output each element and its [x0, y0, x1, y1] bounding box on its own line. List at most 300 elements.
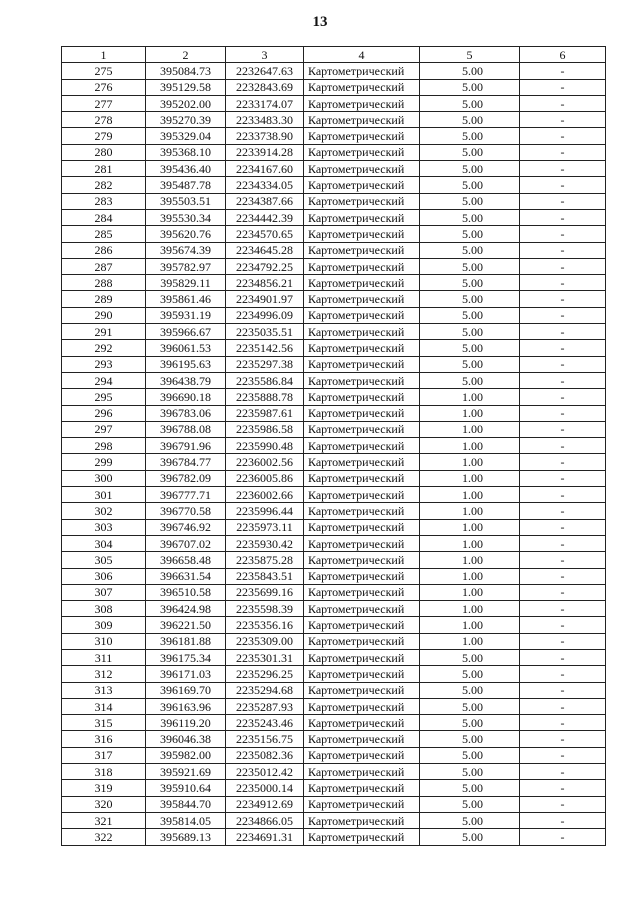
note-cell: -: [520, 535, 606, 551]
point-number-cell: 307: [62, 584, 146, 600]
note-cell: -: [520, 633, 606, 649]
y-coordinate-cell: 2235888.78: [226, 389, 304, 405]
accuracy-cell: 5.00: [420, 307, 520, 323]
coordinates-table: [61, 46, 606, 846]
point-number-cell: 292: [62, 340, 146, 356]
table-row: [62, 193, 606, 209]
table-row: [62, 324, 606, 340]
y-coordinate-cell: 2234387.66: [226, 193, 304, 209]
method-cell: Картометрический: [304, 177, 420, 193]
method-cell: Картометрический: [304, 519, 420, 535]
note-cell: -: [520, 682, 606, 698]
y-coordinate-cell: 2235598.39: [226, 601, 304, 617]
x-coordinate-cell: 395782.97: [146, 258, 226, 274]
table-row: [62, 242, 606, 258]
accuracy-cell: 1.00: [420, 633, 520, 649]
note-cell: -: [520, 796, 606, 812]
y-coordinate-cell: 2236002.66: [226, 487, 304, 503]
x-coordinate-cell: 396061.53: [146, 340, 226, 356]
method-cell: Картометрический: [304, 731, 420, 747]
y-coordinate-cell: 2235843.51: [226, 568, 304, 584]
note-cell: -: [520, 242, 606, 258]
x-coordinate-cell: 395829.11: [146, 275, 226, 291]
table-row: [62, 209, 606, 225]
point-number-cell: 290: [62, 307, 146, 323]
x-coordinate-cell: 395674.39: [146, 242, 226, 258]
table-row: [62, 112, 606, 128]
table-row: [62, 258, 606, 274]
note-cell: -: [520, 601, 606, 617]
note-cell: -: [520, 79, 606, 95]
x-coordinate-cell: 395202.00: [146, 95, 226, 111]
method-cell: Картометрический: [304, 487, 420, 503]
accuracy-cell: 5.00: [420, 829, 520, 845]
point-number-cell: 304: [62, 535, 146, 551]
note-cell: -: [520, 356, 606, 372]
note-cell: -: [520, 389, 606, 405]
method-cell: Картометрический: [304, 601, 420, 617]
method-cell: Картометрический: [304, 812, 420, 828]
note-cell: -: [520, 128, 606, 144]
point-number-cell: 317: [62, 747, 146, 763]
method-cell: Картометрический: [304, 144, 420, 160]
table-row: [62, 519, 606, 535]
note-cell: -: [520, 731, 606, 747]
point-number-cell: 308: [62, 601, 146, 617]
y-coordinate-cell: 2235356.16: [226, 617, 304, 633]
point-number-cell: 275: [62, 63, 146, 79]
method-cell: Картометрический: [304, 258, 420, 274]
note-cell: -: [520, 698, 606, 714]
y-coordinate-cell: 2234691.31: [226, 829, 304, 845]
table-row: [62, 812, 606, 828]
method-cell: Картометрический: [304, 389, 420, 405]
x-coordinate-cell: 395270.39: [146, 112, 226, 128]
accuracy-cell: 1.00: [420, 405, 520, 421]
y-coordinate-cell: 2235296.25: [226, 666, 304, 682]
method-cell: Картометрический: [304, 291, 420, 307]
note-cell: -: [520, 209, 606, 225]
method-cell: Картометрический: [304, 275, 420, 291]
point-number-cell: 303: [62, 519, 146, 535]
point-number-cell: 310: [62, 633, 146, 649]
accuracy-cell: 1.00: [420, 438, 520, 454]
table-row: [62, 291, 606, 307]
y-coordinate-cell: 2233483.30: [226, 112, 304, 128]
method-cell: Картометрический: [304, 780, 420, 796]
method-cell: Картометрический: [304, 715, 420, 731]
y-coordinate-cell: 2235294.68: [226, 682, 304, 698]
accuracy-cell: 5.00: [420, 340, 520, 356]
y-coordinate-cell: 2234996.09: [226, 307, 304, 323]
point-number-cell: 300: [62, 470, 146, 486]
note-cell: -: [520, 291, 606, 307]
y-coordinate-cell: 2235930.42: [226, 535, 304, 551]
x-coordinate-cell: 395844.70: [146, 796, 226, 812]
y-coordinate-cell: 2235142.56: [226, 340, 304, 356]
accuracy-cell: 5.00: [420, 275, 520, 291]
table-row: [62, 764, 606, 780]
y-coordinate-cell: 2235000.14: [226, 780, 304, 796]
accuracy-cell: 5.00: [420, 715, 520, 731]
method-cell: Картометрический: [304, 633, 420, 649]
method-cell: Картометрический: [304, 747, 420, 763]
x-coordinate-cell: 396181.88: [146, 633, 226, 649]
point-number-cell: 295: [62, 389, 146, 405]
method-cell: Картометрический: [304, 193, 420, 209]
note-cell: -: [520, 421, 606, 437]
note-cell: -: [520, 63, 606, 79]
table-row: [62, 649, 606, 665]
accuracy-cell: 5.00: [420, 144, 520, 160]
x-coordinate-cell: 395503.51: [146, 193, 226, 209]
note-cell: -: [520, 161, 606, 177]
note-cell: -: [520, 666, 606, 682]
method-cell: Картометрический: [304, 63, 420, 79]
x-coordinate-cell: 395966.67: [146, 324, 226, 340]
accuracy-cell: 1.00: [420, 584, 520, 600]
note-cell: -: [520, 747, 606, 763]
method-cell: Картометрический: [304, 372, 420, 388]
table-row: [62, 568, 606, 584]
point-number-cell: 316: [62, 731, 146, 747]
table-body: [62, 63, 606, 845]
y-coordinate-cell: 2236002.56: [226, 454, 304, 470]
point-number-cell: 276: [62, 79, 146, 95]
note-cell: -: [520, 112, 606, 128]
header-row: [62, 47, 606, 63]
table-row: [62, 307, 606, 323]
x-coordinate-cell: 396221.50: [146, 617, 226, 633]
accuracy-cell: 1.00: [420, 389, 520, 405]
point-number-cell: 296: [62, 405, 146, 421]
table-row: [62, 584, 606, 600]
point-number-cell: 280: [62, 144, 146, 160]
note-cell: -: [520, 503, 606, 519]
x-coordinate-cell: 395084.73: [146, 63, 226, 79]
y-coordinate-cell: 2232647.63: [226, 63, 304, 79]
y-coordinate-cell: 2235297.38: [226, 356, 304, 372]
y-coordinate-cell: 2235973.11: [226, 519, 304, 535]
table-row: [62, 275, 606, 291]
accuracy-cell: 5.00: [420, 291, 520, 307]
note-cell: -: [520, 307, 606, 323]
method-cell: Картометрический: [304, 503, 420, 519]
accuracy-cell: 1.00: [420, 503, 520, 519]
accuracy-cell: 1.00: [420, 519, 520, 535]
x-coordinate-cell: 395129.58: [146, 79, 226, 95]
point-number-cell: 305: [62, 552, 146, 568]
x-coordinate-cell: 395861.46: [146, 291, 226, 307]
note-cell: -: [520, 324, 606, 340]
method-cell: Картометрический: [304, 584, 420, 600]
accuracy-cell: 1.00: [420, 454, 520, 470]
y-coordinate-cell: 2235082.36: [226, 747, 304, 763]
y-coordinate-cell: 2233174.07: [226, 95, 304, 111]
method-cell: Картометрический: [304, 161, 420, 177]
y-coordinate-cell: 2234912.69: [226, 796, 304, 812]
method-cell: Картометрический: [304, 698, 420, 714]
accuracy-cell: 5.00: [420, 649, 520, 665]
y-coordinate-cell: 2235309.00: [226, 633, 304, 649]
accuracy-cell: 5.00: [420, 796, 520, 812]
point-number-cell: 313: [62, 682, 146, 698]
table-row: [62, 487, 606, 503]
method-cell: Картометрический: [304, 438, 420, 454]
point-number-cell: 314: [62, 698, 146, 714]
table-row: [62, 731, 606, 747]
table-row: [62, 470, 606, 486]
y-coordinate-cell: 2235699.16: [226, 584, 304, 600]
method-cell: Картометрический: [304, 649, 420, 665]
method-cell: Картометрический: [304, 226, 420, 242]
point-number-cell: 311: [62, 649, 146, 665]
point-number-cell: 284: [62, 209, 146, 225]
note-cell: -: [520, 780, 606, 796]
y-coordinate-cell: 2232843.69: [226, 79, 304, 95]
x-coordinate-cell: 395487.78: [146, 177, 226, 193]
point-number-cell: 278: [62, 112, 146, 128]
accuracy-cell: 5.00: [420, 698, 520, 714]
note-cell: -: [520, 715, 606, 731]
accuracy-cell: 5.00: [420, 747, 520, 763]
note-cell: -: [520, 649, 606, 665]
y-coordinate-cell: 2234167.60: [226, 161, 304, 177]
x-coordinate-cell: 396631.54: [146, 568, 226, 584]
note-cell: -: [520, 340, 606, 356]
y-coordinate-cell: 2235986.58: [226, 421, 304, 437]
column-header: 5: [420, 47, 520, 63]
y-coordinate-cell: 2235875.28: [226, 552, 304, 568]
method-cell: Картометрический: [304, 682, 420, 698]
note-cell: -: [520, 95, 606, 111]
y-coordinate-cell: 2234792.25: [226, 258, 304, 274]
accuracy-cell: 5.00: [420, 812, 520, 828]
x-coordinate-cell: 396707.02: [146, 535, 226, 551]
accuracy-cell: 5.00: [420, 226, 520, 242]
x-coordinate-cell: 396169.70: [146, 682, 226, 698]
note-cell: -: [520, 258, 606, 274]
point-number-cell: 283: [62, 193, 146, 209]
x-coordinate-cell: 396046.38: [146, 731, 226, 747]
note-cell: -: [520, 275, 606, 291]
note-cell: -: [520, 144, 606, 160]
x-coordinate-cell: 396777.71: [146, 487, 226, 503]
method-cell: Картометрический: [304, 95, 420, 111]
note-cell: -: [520, 226, 606, 242]
method-cell: Картометрический: [304, 535, 420, 551]
point-number-cell: 302: [62, 503, 146, 519]
table-row: [62, 421, 606, 437]
accuracy-cell: 1.00: [420, 568, 520, 584]
table-row: [62, 682, 606, 698]
point-number-cell: 281: [62, 161, 146, 177]
note-cell: -: [520, 812, 606, 828]
x-coordinate-cell: 396163.96: [146, 698, 226, 714]
table-row: [62, 454, 606, 470]
x-coordinate-cell: 396195.63: [146, 356, 226, 372]
note-cell: -: [520, 405, 606, 421]
note-cell: -: [520, 829, 606, 845]
column-header: 2: [146, 47, 226, 63]
y-coordinate-cell: 2234856.21: [226, 275, 304, 291]
y-coordinate-cell: 2235990.48: [226, 438, 304, 454]
x-coordinate-cell: 395436.40: [146, 161, 226, 177]
accuracy-cell: 5.00: [420, 242, 520, 258]
x-coordinate-cell: 396658.48: [146, 552, 226, 568]
table-row: [62, 617, 606, 633]
method-cell: Картометрический: [304, 340, 420, 356]
method-cell: Картометрический: [304, 356, 420, 372]
table-row: [62, 780, 606, 796]
accuracy-cell: 5.00: [420, 682, 520, 698]
note-cell: -: [520, 177, 606, 193]
y-coordinate-cell: 2235586.84: [226, 372, 304, 388]
point-number-cell: 282: [62, 177, 146, 193]
point-number-cell: 299: [62, 454, 146, 470]
note-cell: -: [520, 519, 606, 535]
table-row: [62, 503, 606, 519]
note-cell: -: [520, 584, 606, 600]
point-number-cell: 294: [62, 372, 146, 388]
table-row: [62, 95, 606, 111]
x-coordinate-cell: 395620.76: [146, 226, 226, 242]
accuracy-cell: 5.00: [420, 177, 520, 193]
table-row: [62, 438, 606, 454]
table-row: [62, 552, 606, 568]
x-coordinate-cell: 395329.04: [146, 128, 226, 144]
y-coordinate-cell: 2235287.93: [226, 698, 304, 714]
point-number-cell: 293: [62, 356, 146, 372]
table-row: [62, 796, 606, 812]
point-number-cell: 287: [62, 258, 146, 274]
x-coordinate-cell: 396791.96: [146, 438, 226, 454]
table-row: [62, 601, 606, 617]
method-cell: Картометрический: [304, 568, 420, 584]
x-coordinate-cell: 396424.98: [146, 601, 226, 617]
method-cell: Картометрический: [304, 552, 420, 568]
accuracy-cell: 1.00: [420, 601, 520, 617]
y-coordinate-cell: 2235035.51: [226, 324, 304, 340]
accuracy-cell: 1.00: [420, 470, 520, 486]
accuracy-cell: 5.00: [420, 372, 520, 388]
note-cell: -: [520, 438, 606, 454]
y-coordinate-cell: 2235243.46: [226, 715, 304, 731]
table-row: [62, 128, 606, 144]
table-header: [62, 47, 606, 63]
y-coordinate-cell: 2234866.05: [226, 812, 304, 828]
method-cell: Картометрический: [304, 454, 420, 470]
point-number-cell: 286: [62, 242, 146, 258]
x-coordinate-cell: 395368.10: [146, 144, 226, 160]
accuracy-cell: 5.00: [420, 128, 520, 144]
note-cell: -: [520, 568, 606, 584]
y-coordinate-cell: 2235012.42: [226, 764, 304, 780]
accuracy-cell: 5.00: [420, 324, 520, 340]
y-coordinate-cell: 2235301.31: [226, 649, 304, 665]
page-number: 13: [312, 14, 328, 30]
y-coordinate-cell: 2235987.61: [226, 405, 304, 421]
point-number-cell: 312: [62, 666, 146, 682]
table-row: [62, 356, 606, 372]
accuracy-cell: 1.00: [420, 617, 520, 633]
point-number-cell: 279: [62, 128, 146, 144]
note-cell: -: [520, 470, 606, 486]
column-header: 1: [62, 47, 146, 63]
table-row: [62, 144, 606, 160]
note-cell: -: [520, 764, 606, 780]
note-cell: -: [520, 193, 606, 209]
accuracy-cell: 5.00: [420, 780, 520, 796]
x-coordinate-cell: 396119.20: [146, 715, 226, 731]
point-number-cell: 319: [62, 780, 146, 796]
accuracy-cell: 5.00: [420, 731, 520, 747]
y-coordinate-cell: 2233914.28: [226, 144, 304, 160]
accuracy-cell: 5.00: [420, 63, 520, 79]
point-number-cell: 309: [62, 617, 146, 633]
point-number-cell: 289: [62, 291, 146, 307]
method-cell: Картометрический: [304, 112, 420, 128]
x-coordinate-cell: 396782.09: [146, 470, 226, 486]
point-number-cell: 318: [62, 764, 146, 780]
table-row: [62, 633, 606, 649]
x-coordinate-cell: 396770.58: [146, 503, 226, 519]
point-number-cell: 306: [62, 568, 146, 584]
x-coordinate-cell: 395689.13: [146, 829, 226, 845]
x-coordinate-cell: 396690.18: [146, 389, 226, 405]
table-row: [62, 698, 606, 714]
x-coordinate-cell: 396438.79: [146, 372, 226, 388]
accuracy-cell: 1.00: [420, 421, 520, 437]
method-cell: Картометрический: [304, 242, 420, 258]
x-coordinate-cell: 395921.69: [146, 764, 226, 780]
method-cell: Картометрический: [304, 324, 420, 340]
accuracy-cell: 5.00: [420, 209, 520, 225]
method-cell: Картометрический: [304, 617, 420, 633]
point-number-cell: 298: [62, 438, 146, 454]
table-row: [62, 226, 606, 242]
accuracy-cell: 5.00: [420, 258, 520, 274]
y-coordinate-cell: 2234442.39: [226, 209, 304, 225]
point-number-cell: 297: [62, 421, 146, 437]
method-cell: Картометрический: [304, 470, 420, 486]
method-cell: Картометрический: [304, 79, 420, 95]
y-coordinate-cell: 2235996.44: [226, 503, 304, 519]
method-cell: Картометрический: [304, 405, 420, 421]
note-cell: -: [520, 454, 606, 470]
y-coordinate-cell: 2236005.86: [226, 470, 304, 486]
point-number-cell: 315: [62, 715, 146, 731]
table-row: [62, 535, 606, 551]
table-row: [62, 405, 606, 421]
note-cell: -: [520, 372, 606, 388]
column-header: 6: [520, 47, 606, 63]
table-row: [62, 666, 606, 682]
point-number-cell: 285: [62, 226, 146, 242]
x-coordinate-cell: 396746.92: [146, 519, 226, 535]
table-row: [62, 161, 606, 177]
table-row: [62, 715, 606, 731]
accuracy-cell: 5.00: [420, 112, 520, 128]
accuracy-cell: 5.00: [420, 79, 520, 95]
accuracy-cell: 1.00: [420, 552, 520, 568]
accuracy-cell: 5.00: [420, 193, 520, 209]
table-row: [62, 372, 606, 388]
x-coordinate-cell: 396510.58: [146, 584, 226, 600]
y-coordinate-cell: 2234334.05: [226, 177, 304, 193]
x-coordinate-cell: 396788.08: [146, 421, 226, 437]
accuracy-cell: 5.00: [420, 161, 520, 177]
